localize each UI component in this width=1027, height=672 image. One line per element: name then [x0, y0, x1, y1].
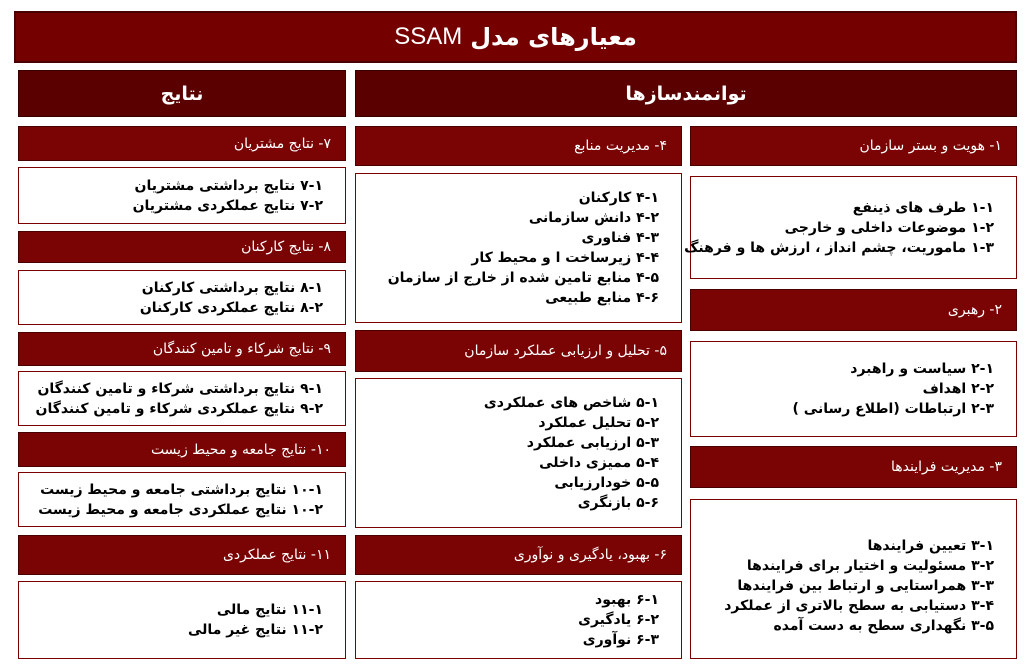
criterion-8-header: ۸- نتایج کارکنان — [18, 231, 346, 263]
criterion-2-header: ۲- رهبری — [690, 289, 1017, 331]
criterion-2-box — [690, 341, 1017, 437]
list-item: ۱-۳ ماموریت، چشم انداز ، ارزش ها و فرهنگ — [684, 239, 994, 256]
criterion-9-header: ۹- نتایج شرکاء و تامین کنندگان — [18, 332, 346, 366]
list-item: ۱-۱ طرف های ذینفع — [852, 199, 994, 216]
criterion-10-header: ۱۰- نتایج جامعه و محیط زیست — [18, 432, 346, 467]
criterion-6-box — [355, 581, 682, 659]
list-item: ۳-۴ دستیابی به سطح بالاتری از عملکرد — [724, 598, 994, 614]
list-item: ۹-۱ نتایج برداشتی شرکاء و تامین کنندگان — [37, 380, 323, 397]
criterion-7-box — [18, 167, 346, 224]
criterion-3-header: ۳- مدیریت فرایندها — [690, 446, 1017, 488]
criterion-11-header: ۱۱- نتایج عملکردی — [18, 535, 346, 575]
list-item: ۱-۲ موضوعات داخلی و خارجی — [784, 219, 994, 236]
criterion-5-box — [355, 378, 682, 528]
list-item: ۴-۱ کارکنان — [578, 190, 659, 206]
list-item: ۴-۳ فناوری — [581, 230, 659, 246]
enablers-header: توانمندسازها — [355, 70, 1017, 117]
list-item: ۳-۳ همراستایی و ارتباط بین فرایندها — [737, 578, 994, 594]
criterion-3-box — [690, 499, 1017, 659]
list-item: ۶-۲ یادگیری — [578, 612, 659, 628]
list-item: ۴-۶ منابع طبیعی — [545, 290, 659, 306]
title-latin: SSAM — [394, 23, 463, 50]
list-item: ۶-۳ نوآوری — [582, 632, 659, 648]
list-item: ۵-۴ ممیزی داخلی — [539, 455, 659, 471]
list-item: ۲-۳ ارتباطات (اطلاع رسانی ) — [792, 401, 994, 417]
results-header: نتایج — [18, 70, 346, 117]
list-item: ۴-۴ زیرساخت ا و محیط کار — [471, 250, 659, 266]
list-item: ۷-۱ نتایج برداشتی مشتریان — [134, 177, 323, 194]
list-item: ۳-۵ نگهداری سطح به دست آمده — [773, 618, 994, 634]
criterion-10-box — [18, 472, 346, 527]
criterion-8-box — [18, 270, 346, 325]
list-item: ۶-۱ بهبود — [595, 592, 659, 608]
criterion-4-header: ۴- مدیریت منابع — [355, 126, 682, 166]
list-item: ۳-۲ مسئولیت و اختیار برای فرایندها — [746, 558, 994, 574]
list-item: ۴-۲ دانش سازمانی — [528, 210, 659, 226]
list-item: ۴-۵ منابع تامین شده از خارج از سازمان — [387, 270, 659, 286]
list-item: ۲-۱ سیاست و راهبرد — [850, 361, 994, 377]
criterion-5-header: ۵- تحلیل و ارزیابی عملکرد سازمان — [355, 330, 682, 372]
list-item: ۸-۱ نتایج برداشتی کارکنان — [141, 279, 323, 296]
page-title — [14, 11, 1017, 63]
criterion-1-header: ۱- هویت و بستر سازمان — [690, 126, 1017, 166]
criterion-11-box — [18, 581, 346, 659]
criterion-9-box — [18, 371, 346, 426]
list-item: ۵-۵ خودارزیابی — [554, 475, 659, 491]
list-item: ۵-۶ بازنگری — [577, 495, 659, 511]
list-item: ۵-۱ شاخص های عملکردی — [483, 395, 659, 411]
criterion-6-header: ۶- بهبود، یادگیری و نوآوری — [355, 535, 682, 575]
list-item: ۳-۱ تعیین فرایندها — [867, 538, 994, 554]
criterion-7-header: ۷- نتایج مشتریان — [18, 126, 346, 161]
list-item: ۱۰-۲ نتایج عملکردی جامعه و محیط زیست — [38, 501, 323, 518]
title-text: معیارهای مدل — [470, 23, 637, 51]
list-item: ۱۱-۱ نتایج مالی — [216, 602, 323, 618]
list-item: ۱۰-۱ نتایج برداشتی جامعه و محیط زیست — [40, 481, 323, 498]
list-item: ۱۱-۲ نتایج غیر مالی — [188, 622, 323, 638]
list-item: ۹-۲ نتایج عملکردی شرکاء و تامین کنندگان — [35, 400, 323, 417]
criterion-1-box — [684, 176, 1017, 279]
list-item: ۲-۲ اهداف — [922, 381, 994, 397]
criterion-4-box — [355, 173, 682, 323]
list-item: ۷-۲ نتایج عملکردی مشتریان — [132, 197, 323, 214]
list-item: ۸-۲ نتایج عملکردی کارکنان — [139, 299, 323, 316]
list-item: ۵-۲ تحلیل عملکرد — [538, 415, 659, 431]
list-item: ۵-۳ ارزیابی عملکرد — [526, 435, 659, 451]
